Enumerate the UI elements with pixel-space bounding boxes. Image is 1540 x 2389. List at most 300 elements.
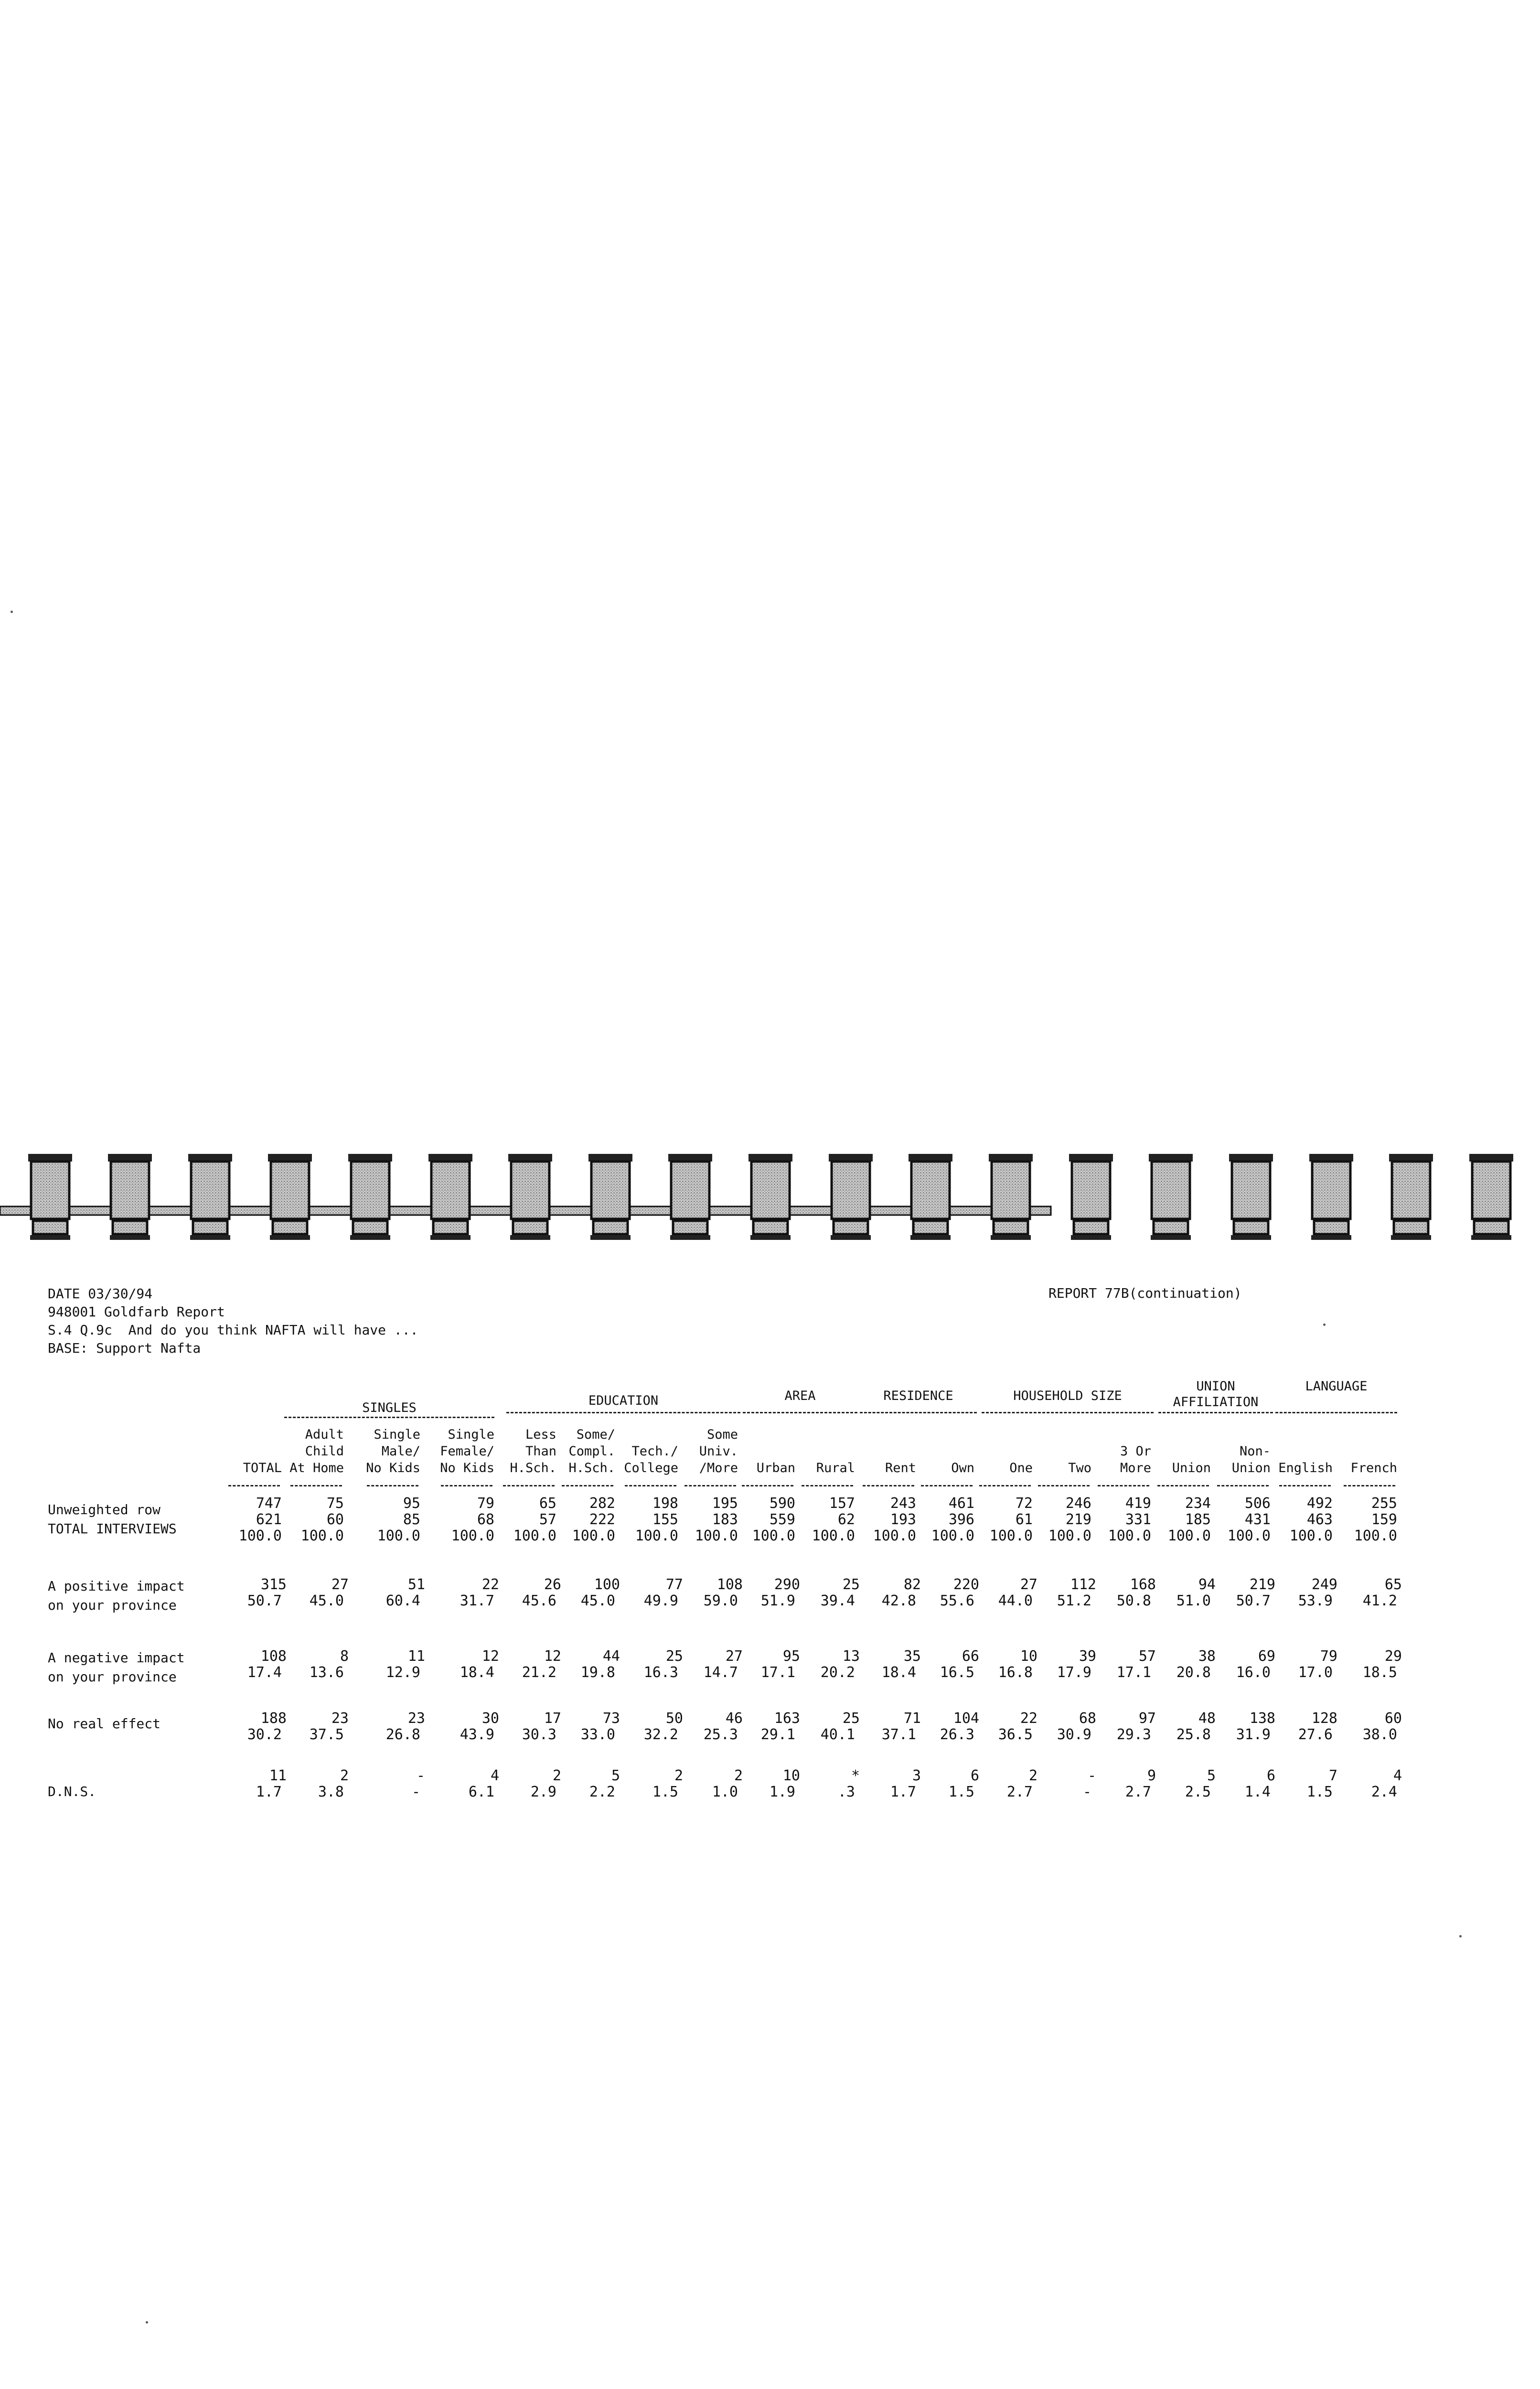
table-cell: 18.4 xyxy=(460,1664,494,1681)
table-cell: 85 xyxy=(403,1511,420,1528)
binding-ring-base xyxy=(670,1235,710,1240)
table-cell: 243 xyxy=(890,1495,916,1512)
table-cell: 6 xyxy=(1266,1767,1275,1784)
table-cell: 463 xyxy=(1306,1511,1333,1528)
table-cell: 5 xyxy=(611,1767,620,1784)
binding-ring xyxy=(1312,1162,1350,1219)
table-cell: 108 xyxy=(717,1576,743,1593)
table-cell: 104 xyxy=(953,1710,979,1727)
table-cell: 68 xyxy=(1079,1710,1096,1727)
table-cell: 621 xyxy=(256,1511,282,1528)
table-cell: 16.5 xyxy=(940,1664,974,1681)
binding-ring-base xyxy=(1231,1235,1271,1240)
table-cell: 1.5 xyxy=(1306,1784,1333,1800)
column-underline xyxy=(1098,1485,1149,1486)
table-cell: 1.5 xyxy=(948,1784,974,1800)
column-underline xyxy=(503,1485,555,1486)
table-cell: 5 xyxy=(1207,1767,1216,1784)
binding-ring-base xyxy=(1471,1235,1511,1240)
table-cell: 68 xyxy=(477,1511,494,1528)
column-underline xyxy=(1038,1485,1090,1486)
group-header: EDUCATION xyxy=(588,1393,659,1408)
row-label: D.N.S. xyxy=(48,1784,96,1799)
table-cell: 219 xyxy=(1249,1576,1275,1593)
table-cell: 2.2 xyxy=(589,1784,615,1800)
table-cell: - xyxy=(416,1767,425,1784)
binding-ring-tab xyxy=(33,1221,67,1234)
table-cell: 100.0 xyxy=(812,1528,855,1544)
table-cell: 32.2 xyxy=(643,1726,678,1743)
column-header: Own xyxy=(951,1461,974,1475)
report-base: BASE: Support Nafta xyxy=(48,1340,201,1356)
table-cell: 9 xyxy=(1147,1767,1156,1784)
table-cell: 100.0 xyxy=(377,1528,420,1544)
table-cell: 65 xyxy=(539,1495,556,1512)
report-question: S.4 Q.9c And do you think NAFTA will have ... xyxy=(48,1322,418,1338)
column-underline xyxy=(1279,1485,1331,1486)
table-cell: 66 xyxy=(962,1648,979,1665)
table-cell: 29 xyxy=(1384,1648,1402,1665)
table-cell: 36.5 xyxy=(998,1726,1033,1743)
binding-ring-tab xyxy=(273,1221,307,1234)
binding-ring xyxy=(751,1162,790,1219)
table-cell: 94 xyxy=(1198,1576,1216,1593)
binding-ring-base xyxy=(1311,1235,1351,1240)
table-cell: 16.0 xyxy=(1236,1664,1271,1681)
column-header: Tech./ College xyxy=(624,1444,678,1475)
table-cell: 50 xyxy=(665,1710,683,1727)
table-cell: 112 xyxy=(1070,1576,1096,1593)
column-header: Single Male/ No Kids xyxy=(366,1427,420,1475)
table-cell: 100.0 xyxy=(931,1528,974,1544)
binding-ring-base xyxy=(991,1235,1031,1240)
table-cell: 38.0 xyxy=(1362,1726,1397,1743)
table-cell: 4 xyxy=(490,1767,499,1784)
binding-ring xyxy=(1472,1162,1510,1219)
table-cell: 18.4 xyxy=(881,1664,916,1681)
table-cell: 7 xyxy=(1328,1767,1337,1784)
table-cell: 50.8 xyxy=(1116,1593,1151,1609)
table-cell: 185 xyxy=(1185,1511,1211,1528)
table-cell: - xyxy=(1087,1767,1096,1784)
binding-ring xyxy=(1392,1162,1430,1219)
binding-ring xyxy=(111,1162,149,1219)
table-cell: 60.4 xyxy=(385,1593,420,1609)
table-cell: 73 xyxy=(602,1710,620,1727)
table-cell: 35 xyxy=(903,1648,921,1665)
table-cell: 159 xyxy=(1371,1511,1397,1528)
row-label: A positive impact on your province xyxy=(48,1578,185,1613)
table-cell: 72 xyxy=(1015,1495,1033,1512)
binding-ring-tab xyxy=(1234,1221,1268,1234)
table-cell: 4 xyxy=(1393,1767,1402,1784)
group-header: SINGLES xyxy=(362,1400,417,1415)
column-header: Single Female/ No Kids xyxy=(440,1427,494,1475)
table-cell: 12 xyxy=(544,1648,561,1665)
table-cell: 30 xyxy=(481,1710,499,1727)
binding-ring-tab xyxy=(1394,1221,1428,1234)
binding-ring xyxy=(1152,1162,1190,1219)
binding-ring xyxy=(671,1162,709,1219)
table-cell: 33.0 xyxy=(580,1726,615,1743)
table-cell: 2.9 xyxy=(530,1784,556,1800)
group-rule xyxy=(1158,1412,1273,1413)
table-cell: 10 xyxy=(782,1767,800,1784)
table-cell: 46 xyxy=(725,1710,743,1727)
table-cell: 128 xyxy=(1311,1710,1337,1727)
binding-ring xyxy=(271,1162,309,1219)
column-header: 3 Or More xyxy=(1120,1444,1151,1475)
binding-ring-tab xyxy=(673,1221,707,1234)
scan-speck xyxy=(11,611,13,613)
column-header: Adult Child At Home xyxy=(289,1427,344,1475)
table-cell: 26 xyxy=(544,1576,561,1593)
table-cell: 188 xyxy=(260,1710,287,1727)
binding-ring xyxy=(1072,1162,1110,1219)
report-job-title: 948001 Goldfarb Report xyxy=(48,1304,225,1320)
binding-ring-base xyxy=(430,1235,471,1240)
table-cell: 11 xyxy=(407,1648,425,1665)
table-cell: 16.3 xyxy=(643,1664,678,1681)
binding-ring-tab xyxy=(193,1221,227,1234)
table-cell: 155 xyxy=(652,1511,678,1528)
column-underline xyxy=(684,1485,736,1486)
table-cell: 37.1 xyxy=(881,1726,916,1743)
table-cell: - xyxy=(411,1784,420,1800)
table-cell: 59.0 xyxy=(703,1593,738,1609)
table-cell: 246 xyxy=(1065,1495,1091,1512)
table-cell: 3 xyxy=(912,1767,921,1784)
binding-ring-tab xyxy=(1314,1221,1348,1234)
binding-ring xyxy=(511,1162,549,1219)
table-cell: * xyxy=(851,1767,860,1784)
table-cell: 331 xyxy=(1125,1511,1151,1528)
table-cell: 95 xyxy=(782,1648,800,1665)
table-cell: 157 xyxy=(829,1495,855,1512)
group-header: LANGUAGE xyxy=(1305,1379,1368,1394)
table-cell: 69 xyxy=(1258,1648,1275,1665)
binding-ring-base xyxy=(190,1235,230,1240)
table-cell: 168 xyxy=(1130,1576,1156,1593)
report-number: REPORT 77B(continuation) xyxy=(1048,1285,1242,1301)
table-cell: 51.9 xyxy=(760,1593,795,1609)
table-cell: 100.0 xyxy=(300,1528,344,1544)
table-cell: 22 xyxy=(1020,1710,1037,1727)
table-cell: 43.9 xyxy=(460,1726,494,1743)
table-cell: 290 xyxy=(774,1576,800,1593)
binding-ring-tab xyxy=(913,1221,948,1234)
table-cell: 747 xyxy=(256,1495,282,1512)
table-cell: 27 xyxy=(1020,1576,1037,1593)
binding-ring-base xyxy=(1151,1235,1191,1240)
column-underline xyxy=(228,1485,280,1486)
binding-ring-tab xyxy=(353,1221,387,1234)
table-cell: 220 xyxy=(953,1576,979,1593)
table-cell: 222 xyxy=(589,1511,615,1528)
table-cell: 198 xyxy=(652,1495,678,1512)
table-cell: 44 xyxy=(602,1648,620,1665)
table-cell: 97 xyxy=(1138,1710,1156,1727)
table-cell: 282 xyxy=(589,1495,615,1512)
table-cell: 100.0 xyxy=(1227,1528,1271,1544)
binding-ring-base xyxy=(831,1235,871,1240)
table-cell: 57 xyxy=(1138,1648,1156,1665)
table-cell: 25 xyxy=(842,1576,860,1593)
group-header: RESIDENCE xyxy=(883,1388,953,1403)
table-cell: 138 xyxy=(1249,1710,1275,1727)
spiral-binding xyxy=(0,1149,1540,1245)
table-cell: 14.7 xyxy=(703,1664,738,1681)
table-cell: 31.9 xyxy=(1236,1726,1271,1743)
column-header: Some/ Compl. H.Sch. xyxy=(568,1427,615,1475)
table-cell: 17.1 xyxy=(760,1664,795,1681)
binding-ring-tab xyxy=(513,1221,547,1234)
table-cell: 45.0 xyxy=(309,1593,344,1609)
table-cell: 100.0 xyxy=(873,1528,916,1544)
column-underline xyxy=(1157,1485,1209,1486)
table-cell: 163 xyxy=(774,1710,800,1727)
table-cell: 100.0 xyxy=(989,1528,1033,1544)
binding-ring-tab xyxy=(1154,1221,1188,1234)
column-underline xyxy=(367,1485,418,1486)
table-cell: 40.1 xyxy=(820,1726,855,1743)
table-cell: 20.8 xyxy=(1176,1664,1211,1681)
column-underline xyxy=(921,1485,973,1486)
column-header: TOTAL xyxy=(243,1461,282,1475)
column-header: French xyxy=(1350,1461,1397,1475)
binding-ring xyxy=(591,1162,630,1219)
binding-ring-base xyxy=(750,1235,791,1240)
table-cell: 6.1 xyxy=(468,1784,494,1800)
table-cell: 10 xyxy=(1020,1648,1037,1665)
table-cell: 1.5 xyxy=(652,1784,678,1800)
table-cell: 396 xyxy=(948,1511,974,1528)
table-cell: 71 xyxy=(903,1710,921,1727)
table-cell: 79 xyxy=(477,1495,494,1512)
binding-ring-tab xyxy=(113,1221,147,1234)
table-cell: 25.3 xyxy=(703,1726,738,1743)
table-cell: 23 xyxy=(331,1710,349,1727)
table-cell: 20.2 xyxy=(820,1664,855,1681)
table-cell: 19.8 xyxy=(580,1664,615,1681)
row-label: No real effect xyxy=(48,1716,161,1732)
table-cell: 13.6 xyxy=(309,1664,344,1681)
table-cell: 77 xyxy=(665,1576,683,1593)
table-cell: 419 xyxy=(1125,1495,1151,1512)
binding-ring xyxy=(351,1162,389,1219)
table-cell: 62 xyxy=(837,1511,855,1528)
table-cell: 100.0 xyxy=(238,1528,282,1544)
column-underline xyxy=(863,1485,914,1486)
table-cell: 590 xyxy=(769,1495,795,1512)
table-cell: 79 xyxy=(1320,1648,1337,1665)
binding-ring xyxy=(31,1162,69,1219)
table-cell: 315 xyxy=(260,1576,287,1593)
table-cell: 100.0 xyxy=(752,1528,795,1544)
table-cell: 195 xyxy=(712,1495,738,1512)
table-cell: - xyxy=(1082,1784,1091,1800)
table-cell: 45.0 xyxy=(580,1593,615,1609)
binding-ring-tab xyxy=(433,1221,468,1234)
table-cell: 25 xyxy=(842,1710,860,1727)
table-cell: 12 xyxy=(481,1648,499,1665)
table-cell: 249 xyxy=(1311,1576,1337,1593)
table-cell: 100.0 xyxy=(1289,1528,1333,1544)
table-cell: 492 xyxy=(1306,1495,1333,1512)
binding-ring xyxy=(431,1162,470,1219)
table-cell: 8 xyxy=(340,1648,349,1665)
column-header: Rural xyxy=(816,1461,855,1475)
table-cell: 100.0 xyxy=(451,1528,494,1544)
binding-ring-tab xyxy=(834,1221,868,1234)
group-rule xyxy=(1275,1412,1397,1413)
binding-ring-base xyxy=(30,1235,70,1240)
table-cell: 27 xyxy=(725,1648,743,1665)
column-underline xyxy=(1344,1485,1395,1486)
column-header: English xyxy=(1278,1461,1333,1475)
table-cell: 60 xyxy=(326,1511,344,1528)
table-cell: 25.8 xyxy=(1176,1726,1211,1743)
table-cell: 17 xyxy=(544,1710,561,1727)
table-cell: 27 xyxy=(331,1576,349,1593)
group-rule xyxy=(860,1412,977,1413)
table-cell: 23 xyxy=(407,1710,425,1727)
column-header: Rent xyxy=(885,1461,916,1475)
table-cell: 100.0 xyxy=(513,1528,556,1544)
column-header: Some Univ. /More xyxy=(699,1427,738,1475)
table-cell: 100.0 xyxy=(1354,1528,1397,1544)
table-cell: 100.0 xyxy=(572,1528,615,1544)
group-rule xyxy=(506,1412,740,1413)
table-cell: 17.4 xyxy=(247,1664,282,1681)
table-cell: .3 xyxy=(837,1784,855,1800)
column-underline xyxy=(290,1485,342,1486)
table-cell: 42.8 xyxy=(881,1593,916,1609)
binding-ring xyxy=(911,1162,950,1219)
binding-ring-tab xyxy=(753,1221,788,1234)
binding-ring-base xyxy=(110,1235,150,1240)
table-cell: 2 xyxy=(734,1767,743,1784)
column-underline xyxy=(1217,1485,1269,1486)
table-cell: 16.8 xyxy=(998,1664,1033,1681)
column-header: Urban xyxy=(756,1461,795,1475)
binding-ring-base xyxy=(510,1235,550,1240)
table-cell: 29.3 xyxy=(1116,1726,1151,1743)
table-cell: 31.7 xyxy=(460,1593,494,1609)
table-cell: 506 xyxy=(1244,1495,1271,1512)
column-header: Non- Union xyxy=(1231,1444,1271,1475)
table-cell: 6 xyxy=(970,1767,979,1784)
binding-ring-base xyxy=(590,1235,631,1240)
table-cell: 2 xyxy=(1028,1767,1037,1784)
table-cell: 2.4 xyxy=(1371,1784,1397,1800)
table-cell: 51.2 xyxy=(1057,1593,1091,1609)
table-cell: 49.9 xyxy=(643,1593,678,1609)
table-cell: 1.7 xyxy=(256,1784,282,1800)
table-cell: 50.7 xyxy=(1236,1593,1271,1609)
table-cell: 21.2 xyxy=(522,1664,556,1681)
table-cell: 75 xyxy=(326,1495,344,1512)
table-cell: 51 xyxy=(407,1576,425,1593)
group-rule xyxy=(743,1412,857,1413)
group-rule xyxy=(284,1417,494,1418)
table-cell: 3.8 xyxy=(318,1784,344,1800)
scan-speck xyxy=(1323,1324,1326,1326)
table-cell: 30.3 xyxy=(522,1726,556,1743)
table-cell: 100.0 xyxy=(635,1528,678,1544)
table-cell: 100 xyxy=(594,1576,620,1593)
table-cell: 219 xyxy=(1065,1511,1091,1528)
table-cell: 2.7 xyxy=(1006,1784,1033,1800)
column-header: Two xyxy=(1068,1461,1091,1475)
row-label: A negative impact on your province xyxy=(48,1650,185,1685)
column-underline xyxy=(742,1485,793,1486)
table-cell: 26.3 xyxy=(940,1726,974,1743)
table-cell: 13 xyxy=(842,1648,860,1665)
scan-speck xyxy=(1459,1935,1462,1937)
column-underline xyxy=(802,1485,853,1486)
table-cell: 65 xyxy=(1384,1576,1402,1593)
row-label: Unweighted row TOTAL INTERVIEWS xyxy=(48,1502,177,1537)
table-cell: 41.2 xyxy=(1362,1593,1397,1609)
column-underline xyxy=(625,1485,676,1486)
table-cell: 27.6 xyxy=(1298,1726,1333,1743)
table-cell: 255 xyxy=(1371,1495,1397,1512)
table-cell: 1.4 xyxy=(1244,1784,1271,1800)
table-cell: 44.0 xyxy=(998,1593,1033,1609)
column-header: Union xyxy=(1172,1461,1211,1475)
binding-ring-tab xyxy=(994,1221,1028,1234)
table-cell: 48 xyxy=(1198,1710,1216,1727)
table-cell: 461 xyxy=(948,1495,974,1512)
table-cell: 183 xyxy=(712,1511,738,1528)
table-cell: 25 xyxy=(665,1648,683,1665)
table-cell: 100.0 xyxy=(1167,1528,1211,1544)
column-underline xyxy=(562,1485,613,1486)
table-cell: 2.7 xyxy=(1125,1784,1151,1800)
table-cell: 29.1 xyxy=(760,1726,795,1743)
binding-ring-base xyxy=(350,1235,390,1240)
table-cell: 37.5 xyxy=(309,1726,344,1743)
table-cell: 2 xyxy=(340,1767,349,1784)
table-cell: 431 xyxy=(1244,1511,1271,1528)
report-date: DATE 03/30/94 xyxy=(48,1286,153,1302)
table-cell: 1.0 xyxy=(712,1784,738,1800)
table-cell: 39 xyxy=(1079,1648,1096,1665)
table-cell: 100.0 xyxy=(695,1528,738,1544)
table-cell: 57 xyxy=(539,1511,556,1528)
group-header: HOUSEHOLD SIZE xyxy=(1013,1388,1122,1403)
binding-ring xyxy=(191,1162,229,1219)
table-cell: 22 xyxy=(481,1576,499,1593)
group-header: AREA xyxy=(784,1388,816,1403)
table-cell: 1.9 xyxy=(769,1784,795,1800)
table-cell: 60 xyxy=(1384,1710,1402,1727)
table-cell: 100.0 xyxy=(1108,1528,1151,1544)
table-cell: 30.2 xyxy=(247,1726,282,1743)
table-cell: 38 xyxy=(1198,1648,1216,1665)
binding-ring-base xyxy=(1071,1235,1111,1240)
table-cell: 82 xyxy=(903,1576,921,1593)
binding-ring-tab xyxy=(1074,1221,1108,1234)
scan-speck xyxy=(146,2321,148,2324)
binding-ring xyxy=(832,1162,870,1219)
table-cell: 234 xyxy=(1185,1495,1211,1512)
table-cell: 39.4 xyxy=(820,1593,855,1609)
table-cell: 95 xyxy=(403,1495,420,1512)
table-cell: 50.7 xyxy=(247,1593,282,1609)
table-cell: 17.0 xyxy=(1298,1664,1333,1681)
